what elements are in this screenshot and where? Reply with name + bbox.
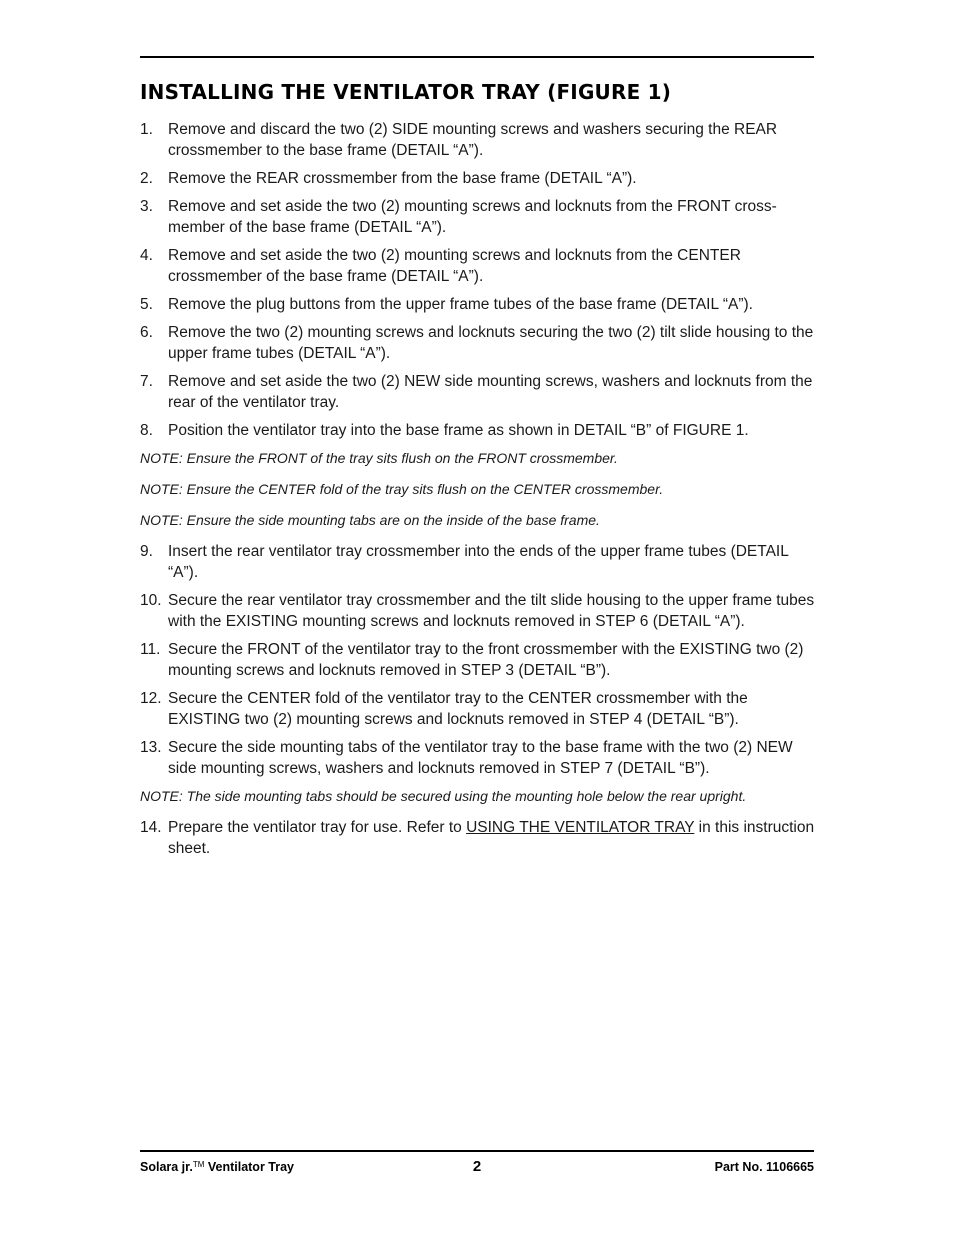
step-number: 12. <box>140 690 162 707</box>
step-number: 14. <box>140 819 162 836</box>
step-text <box>168 817 816 859</box>
step-text: Secure the side mounting tabs of the ventilator tray to the base frame with the two (2) NEW side mounting screws, washers and locknuts removed in STEP 7 (DETAIL “B”). <box>168 739 793 777</box>
step-text: Remove the plug buttons from the upper frame tubes of the base frame (DETAIL “A”). <box>168 296 753 313</box>
note-front-flush: NOTE: Ensure the FRONT of the tray sits flush on the FRONT crossmember. <box>140 450 618 466</box>
step-number: 3. <box>140 198 153 215</box>
product-suffix: Ventilator Tray <box>204 1160 294 1174</box>
step-7 <box>140 371 816 413</box>
top-rule <box>140 56 814 58</box>
step-text: Remove and set aside the two (2) mounting screws and locknuts from the CENTER crossmember of the base frame (DETAIL “A”). <box>168 247 741 285</box>
step-3 <box>140 196 816 238</box>
step-12 <box>140 688 816 730</box>
step-text: Remove the REAR crossmember from the base frame (DETAIL “A”). <box>168 170 637 187</box>
trademark-mark: TM <box>192 1160 205 1169</box>
step-text-after: in this instruction sheet. <box>168 819 815 857</box>
step-number: 11. <box>140 641 161 658</box>
step-6 <box>140 322 816 364</box>
step-5 <box>140 294 816 315</box>
part-number: Part No. 1106665 <box>714 1160 814 1174</box>
note-tabs-inside: NOTE: Ensure the side mounting tabs are on the inside of the base frame. <box>140 512 600 528</box>
step-text: Secure the FRONT of the ventilator tray to the front crossmember with the EXISTING two (2) mounting screws and locknuts removed in STEP 3 (DETAIL “B”). <box>168 641 804 679</box>
step-text: Remove the two (2) mounting screws and locknuts securing the two (2) tilt slide housing to the upper frame tubes (DETAIL “A”). <box>168 324 814 362</box>
step-2 <box>140 168 816 189</box>
step-text: Position the ventilator tray into the base frame as shown in DETAIL “B” of FIGURE 1. <box>168 422 749 439</box>
step-11 <box>140 639 816 681</box>
step-text: Remove and set aside the two (2) NEW side mounting screws, washers and locknuts from the rear of the ventilator tray. <box>168 373 813 411</box>
step-14 <box>140 817 816 859</box>
bottom-rule <box>140 1150 814 1152</box>
step-text-before: Prepare the ventilator tray for use. Refer to <box>168 819 467 836</box>
step-number: 4. <box>140 247 153 264</box>
using-ventilator-tray-link[interactable]: USING THE VENTILATOR TRAY <box>466 819 695 836</box>
instructions <box>140 119 816 866</box>
step-text: Secure the rear ventilator tray crossmember and the tilt slide housing to the upper frame tubes with the EXISTING mounting screws and locknuts removed in STEP 6 (DETAIL “A”). <box>168 592 815 630</box>
step-number: 1. <box>140 121 153 138</box>
section-title: INSTALLING THE VENTILATOR TRAY (FIGURE 1) <box>140 80 672 104</box>
note-mounting-hole: NOTE: The side mounting tabs should be secured using the mounting hole below the rear upright. <box>140 788 747 804</box>
page-footer <box>140 1158 814 1176</box>
step-number: 8. <box>140 422 153 439</box>
step-number: 7. <box>140 373 153 390</box>
step-8 <box>140 420 816 441</box>
step-10 <box>140 590 816 632</box>
step-text: Remove and discard the two (2) SIDE mounting screws and washers securing the REAR crossmember to the base frame (DETAIL “A”). <box>168 121 778 159</box>
product-name: Solara jr. <box>140 1160 193 1174</box>
step-number: 10. <box>140 592 162 609</box>
step-4 <box>140 245 816 287</box>
step-number: 5. <box>140 296 153 313</box>
step-text: Secure the CENTER fold of the ventilator tray to the CENTER crossmember with the EXISTING two (2) mounting screws and locknuts removed in STEP 4 (DETAIL “B”). <box>168 690 748 728</box>
step-number: 6. <box>140 324 153 341</box>
step-text: Remove and set aside the two (2) mounting screws and locknuts from the FRONT cross-member of the base frame (DETAIL “A”). <box>168 198 777 236</box>
step-number: 9. <box>140 543 153 560</box>
note-center-flush: NOTE: Ensure the CENTER fold of the tray sits flush on the CENTER crossmember. <box>140 481 664 497</box>
page-number: 2 <box>472 1158 482 1175</box>
step-1 <box>140 119 816 161</box>
step-13 <box>140 737 816 779</box>
step-9 <box>140 541 816 583</box>
step-number: 13. <box>140 739 162 756</box>
step-number: 2. <box>140 170 153 187</box>
step-text: Insert the rear ventilator tray crossmember into the ends of the upper frame tubes (DETAIL “A”). <box>168 543 789 581</box>
